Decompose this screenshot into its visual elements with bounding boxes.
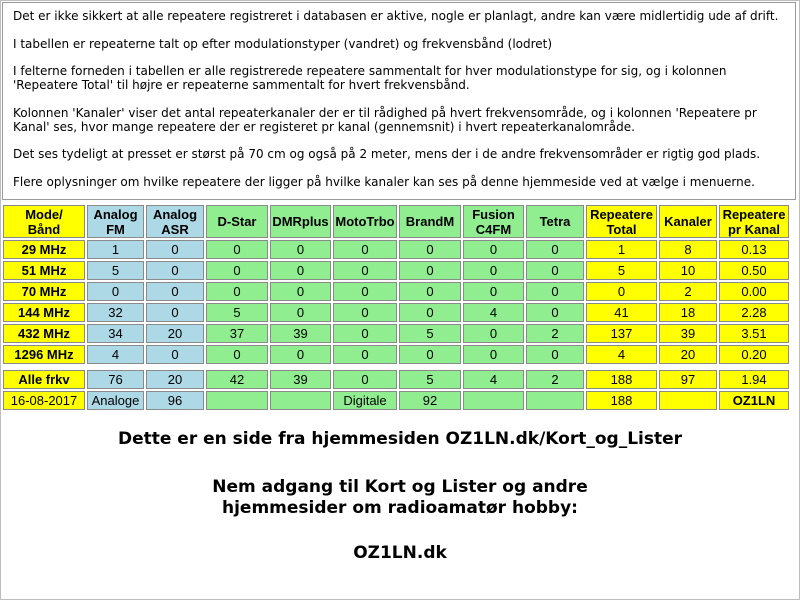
cell: 4 [586, 345, 657, 364]
cell: 0 [399, 261, 461, 280]
cell: 8 [659, 240, 717, 259]
cell: 0 [206, 261, 268, 280]
cell: 1 [87, 240, 144, 259]
header-brandm: BrandM [399, 205, 461, 238]
cell: 0 [463, 345, 524, 364]
table-row [3, 324, 789, 343]
digital-value: 92 [399, 391, 461, 410]
total-cell: 188 [586, 370, 657, 389]
total-cell: 5 [399, 370, 461, 389]
band-cell: 432 MHz [3, 324, 85, 343]
total-cell: 39 [270, 370, 331, 389]
header-fusion: Fusion C4FM [463, 205, 524, 238]
analog-value: 96 [146, 391, 204, 410]
cell: 0 [146, 303, 204, 322]
intro-paragraph: Kolonnen 'Kanaler' viser det antal repeaterkanaler der er til rådighed på hvert frekvensområde, og i kolonnen 'Repeatere pr Kanal' ses, hvor mange repeatere der er registeret pr kanal (gennemsnit) i hvert repeaterkanalområde. [13, 105, 757, 134]
analog-label: Analoge [87, 391, 144, 410]
cell: 0 [399, 303, 461, 322]
cell: 18 [659, 303, 717, 322]
cell: 0 [333, 261, 397, 280]
cell: 2.28 [719, 303, 789, 322]
total-cell: 20 [146, 370, 204, 389]
table-header-row [3, 205, 789, 238]
header-kanaler: Kanaler [659, 205, 717, 238]
cell: 0 [526, 282, 584, 301]
band-cell: 51 MHz [3, 261, 85, 280]
cell: 37 [206, 324, 268, 343]
cell: 0.13 [719, 240, 789, 259]
intro-paragraph: Det er ikke sikkert at alle repeatere registreret i databasen er aktive, nogle er planlagt, andre kan være midlertidig ude af drift. [13, 9, 779, 23]
header-dmrplus: DMRplus [270, 205, 331, 238]
table-row [3, 345, 789, 364]
cell: 0 [526, 240, 584, 259]
cell: 2 [659, 282, 717, 301]
cell: 1 [586, 240, 657, 259]
table-row [3, 303, 789, 322]
band-cell: 1296 MHz [3, 345, 85, 364]
header-total: Repeatere Total [586, 205, 657, 238]
cell: 0 [146, 240, 204, 259]
band-cell: 70 MHz [3, 282, 85, 301]
cell: 0 [146, 282, 204, 301]
total-cell: 42 [206, 370, 268, 389]
intro-paragraph: I felterne forneden i tabellen er alle registrerede repeatere sammentalt for hver modulationstype for sig, og i kolonnen 'Repeatere Total' til højre er repeaterne sammentalt for hvert frekvensbånd. [13, 64, 727, 92]
cell: 0 [399, 240, 461, 259]
cell: 0 [333, 303, 397, 322]
cell: 0 [526, 303, 584, 322]
brand-cell: OZ1LN [719, 391, 789, 410]
cell: 34 [87, 324, 144, 343]
cell: 0 [526, 345, 584, 364]
cell: 5 [206, 303, 268, 322]
date-cell: 16-08-2017 [3, 391, 85, 410]
header-analog-fm: Analog FM [87, 205, 144, 238]
cell: 4 [463, 303, 524, 322]
cell: 5 [399, 324, 461, 343]
cell: 0 [270, 345, 331, 364]
cell: 0 [146, 345, 204, 364]
cell: 3.51 [719, 324, 789, 343]
cell: 5 [87, 261, 144, 280]
cell: 0 [270, 261, 331, 280]
table-row [3, 282, 789, 301]
table-summary-row [3, 391, 789, 410]
cell: 4 [87, 345, 144, 364]
cell: 39 [270, 324, 331, 343]
cell: 0.50 [719, 261, 789, 280]
header-tetra: Tetra [526, 205, 584, 238]
cell: 2 [526, 324, 584, 343]
summary-empty [526, 391, 584, 410]
cell: 0 [206, 240, 268, 259]
summary-empty [270, 391, 331, 410]
cell: 0 [399, 345, 461, 364]
cell: 5 [586, 261, 657, 280]
cell: 0 [270, 303, 331, 322]
total-label: Alle frkv [3, 370, 85, 389]
header-pr-kanal: Repeatere pr Kanal [719, 205, 789, 238]
cell: 0 [146, 261, 204, 280]
cell: 0 [586, 282, 657, 301]
cell: 0 [270, 282, 331, 301]
intro-paragraph: Flere oplysninger om hvilke repeatere der ligger på hvilke kanaler kan ses på denne hjemmeside ved at vælge i menuerne. [13, 174, 755, 189]
cell: 0 [463, 324, 524, 343]
footer-access-line: Nem adgang til Kort og Lister og andre [212, 477, 588, 497]
cell: 20 [146, 324, 204, 343]
cell: 32 [87, 303, 144, 322]
cell: 0 [333, 282, 397, 301]
cell: 0 [463, 261, 524, 280]
cell: 0 [463, 240, 524, 259]
table-total-row [3, 370, 789, 389]
table-row [3, 261, 789, 280]
cell: 0 [333, 345, 397, 364]
total-cell: 76 [87, 370, 144, 389]
summary-empty [659, 391, 717, 410]
intro-text-box [2, 2, 796, 200]
cell: 0 [399, 282, 461, 301]
cell: 0.00 [719, 282, 789, 301]
total-cell: 2 [526, 370, 584, 389]
header-dstar: D-Star [206, 205, 268, 238]
footer-site-link[interactable]: OZ1LN.dk [353, 543, 447, 563]
cell: 41 [586, 303, 657, 322]
repeater-table [1, 203, 791, 412]
cell: 0 [333, 240, 397, 259]
table-spacer [3, 366, 789, 368]
header-mototrbo: MotoTrbo [333, 205, 397, 238]
summary-total: 188 [586, 391, 657, 410]
band-cell: 144 MHz [3, 303, 85, 322]
summary-empty [463, 391, 524, 410]
cell: 0.20 [719, 345, 789, 364]
footer-source-line: Dette er en side fra hjemmesiden OZ1LN.dk/Kort_og_Lister [117, 429, 683, 449]
total-cell: 97 [659, 370, 717, 389]
intro-paragraph: I tabellen er repeaterne talt op efter modulationstyper (vandret) og frekvensbånd (lodret) [13, 36, 553, 51]
cell: 0 [206, 345, 268, 364]
intro-paragraph: Det ses tydeligt at presset er størst på 70 cm og også på 2 meter, mens der i de andre frekvensområder er rigtig god plads. [13, 147, 761, 161]
footer-hobby-line: hjemmesider om radioamatør hobby: [222, 498, 578, 518]
cell: 0 [526, 261, 584, 280]
total-cell: 4 [463, 370, 524, 389]
digital-label: Digitale [333, 391, 397, 410]
total-cell: 0 [333, 370, 397, 389]
header-mode-band: Mode/ Bånd [3, 205, 85, 238]
cell: 137 [586, 324, 657, 343]
cell: 0 [270, 240, 331, 259]
cell: 10 [659, 261, 717, 280]
summary-empty [206, 391, 268, 410]
cell: 0 [206, 282, 268, 301]
cell: 0 [87, 282, 144, 301]
header-analog-asr: Analog ASR [146, 205, 204, 238]
cell: 0 [333, 324, 397, 343]
cell: 20 [659, 345, 717, 364]
table-row [3, 240, 789, 259]
band-cell: 29 MHz [3, 240, 85, 259]
total-cell: 1.94 [719, 370, 789, 389]
cell: 39 [659, 324, 717, 343]
cell: 0 [463, 282, 524, 301]
